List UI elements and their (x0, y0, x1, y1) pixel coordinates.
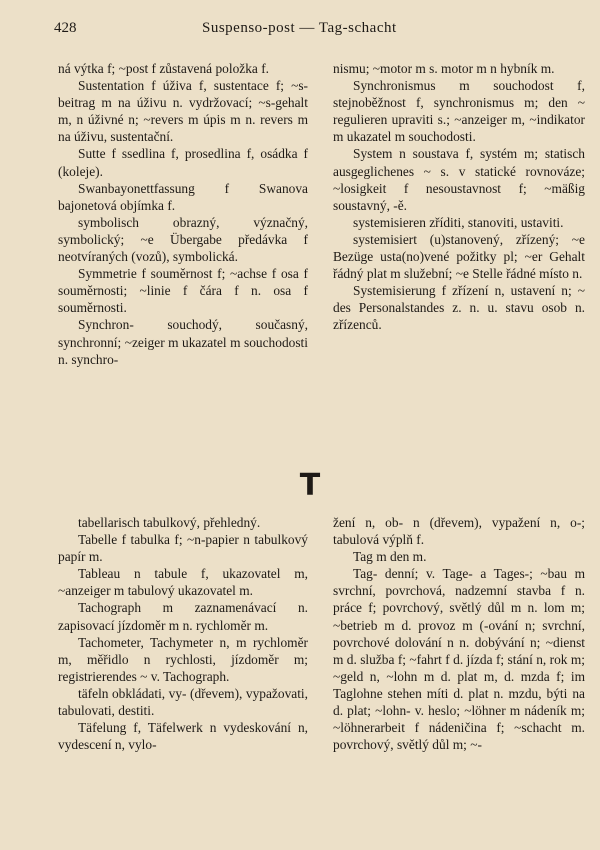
entry: symbolisch obrazný, význačný, symbolický; ~e Übergabe předávka f neotvíraných (vozů), symbolická. (58, 214, 308, 265)
entry: systemisiert (u)stanovený, zřízený; ~e Bezüge usta(no)vené požitky pl; ~er Gehalt řádný plat m služební; ~e Stelle řádné místo n. (333, 231, 585, 282)
entry: nismu; ~motor m s. motor m n hybník m. (333, 61, 555, 76)
entry: Täfelung f, Täfelwerk n vydeskování n, vydescení n, vylo- (58, 720, 308, 753)
entry: Systemisierung f zřízení n, ustavení n; ~ des Personalstandes z. n. u. stavu osob n. zřízenců. (333, 283, 585, 333)
entry: Sustentation f úživa f, sustentace f; ~s-beitrag m na úživu n. vydržovací; ~s-gehalt m, n úživné n; ~revers m úpis m n. revers m na úživu, sustentační. (58, 78, 308, 145)
entry: Swanbayonettfassung f Swanova bajonetová objímka f. (58, 180, 308, 213)
entry: Tachograph m zaznamenávací n. zapisovací jízdoměr m n. rychloměr m. (58, 600, 308, 633)
entry: Sutte f ssedlina f, prosedlina f, osádka f (koleje). (58, 146, 308, 179)
bottom-left-column (58, 514, 308, 753)
page-number: 428 (54, 20, 77, 36)
entry: Tabelle f tabulka f; ~n-papier n tabulkový papír m. (58, 532, 308, 565)
top-right-column (333, 60, 585, 334)
entry: systemisieren zříditi, stanoviti, ustaviti. (353, 214, 564, 230)
section-letter: T (299, 468, 321, 503)
entry: Synchron- souchodý, současný, synchronní; ~zeiger m ukazatel m souchodosti n. synchro- (58, 317, 308, 367)
entry: tabellarisch tabulkový, přehledný. (78, 515, 261, 530)
entry: Tag m den m. (353, 549, 427, 565)
entry: Tag- denní; v. Tage- a Tages-; ~bau m svrchní, povrchová, nadzemní stavba f n. práce f; povrchový, světlý důl m n. lom m; ~betrieb m d. provoz m (-ování n; svrchní, povrchové dolování n n. dobývání n; ~dienst m d. služba f; ~fahrt f d. jízda f; stání n, rok m; ~geld n, ~lohn m d. plat m, d. mzda f; im Taglohne stehen míti d. plat n. mzdu, býti na d. plat; ~lohn- v. heslo; ~löhner m nádeník m; ~löhnerarbeit f nádeničina f; ~schacht m. povrchový, světlý důl m; ~- (333, 566, 585, 753)
entry: Synchronismus m souchodost f, stejnoběžnost f, synchronismus m; den ~ regulieren upraviti s.; ~anzeiger m, ~indikator m ukazatel m souchodosti. (333, 78, 585, 145)
running-header (54, 14, 542, 36)
entry: Tableau n tabule f, ukazovatel m, ~anzeiger m tabulový ukazovatel m. (58, 566, 308, 599)
entry: ná výtka f; ~post f zůstavená položka f. (58, 61, 270, 76)
entry: Symmetrie f souměrnost f; ~achse f osa f souměrnosti; ~linie f čára f n. osa f souměrnosti. (58, 266, 308, 316)
entry: žení n, ob- n (dřevem), vypažení n, o-; tabulová výplň f. (333, 515, 585, 548)
top-left-column (58, 60, 308, 368)
header-title: Suspenso-post — Tag-schacht (202, 20, 397, 36)
entry: System n soustava f, systém m; statisch ausgeglichenes ~ s. v statické rovnováze; ~losigkeit f nesoustavnost f; ~mäßig soustavný, -ě. (333, 146, 585, 213)
bottom-right-column (333, 514, 585, 753)
entry: täfeln obkládati, vy- (dřevem), vypažovati, tabulovati, destiti. (58, 685, 308, 719)
entry: Tachometer, Tachymeter n, m rychloměr m, měřidlo n rychlosti, jízdoměr m; registrierendes ~ v. Tachograph. (58, 634, 308, 684)
